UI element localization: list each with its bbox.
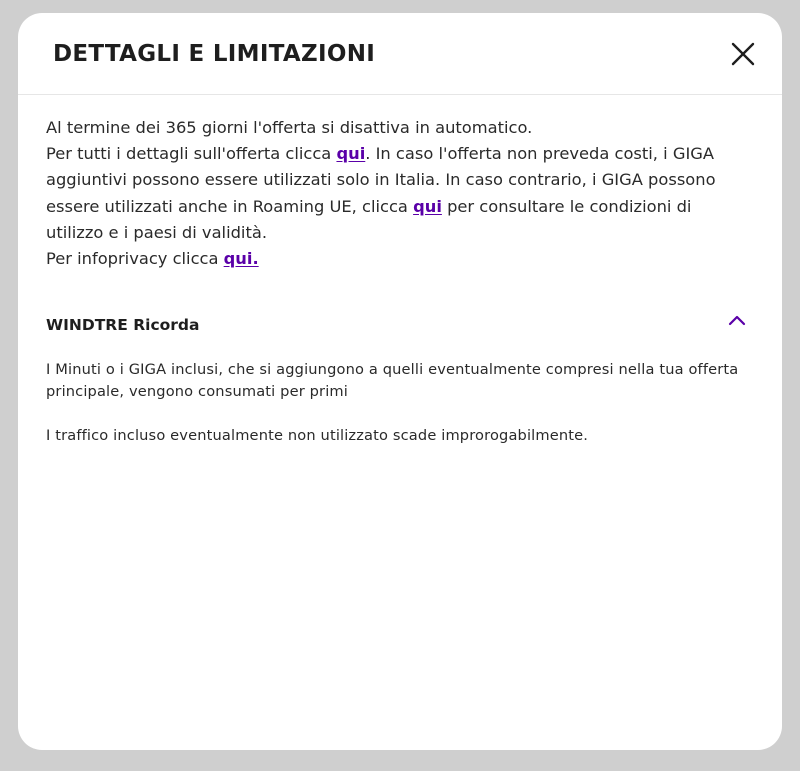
details-line-1: Al termine dei 365 giorni l'offerta si disattiva in automatico. bbox=[46, 118, 533, 137]
details-body bbox=[46, 115, 746, 272]
collapse-toggle-button[interactable] bbox=[726, 310, 748, 330]
close-button[interactable] bbox=[730, 41, 756, 67]
details-paragraph bbox=[46, 115, 746, 272]
details-line-2-middle: . In caso l'offerta non preveda costi, i GIGA aggiuntivi possono essere utilizzati solo in Italia. In caso contrario, i GIGA possono essere utilizzati anche in Roaming UE, clicca bbox=[46, 144, 716, 216]
reminder-item: I traffico incluso eventualmente non utilizzato scade improrogabilmente. bbox=[46, 427, 589, 444]
infoprivacy-link[interactable]: qui. bbox=[223, 249, 259, 269]
details-line-3-start: Per infoprivacy clicca bbox=[46, 249, 224, 269]
reminder-title: WINDTRE Ricorda bbox=[46, 316, 200, 334]
details-dialog bbox=[18, 13, 782, 750]
details-line-2-end: per consultare le condizioni di utilizzo e i paesi di validità. bbox=[46, 196, 692, 242]
roaming-conditions-link[interactable]: qui bbox=[413, 196, 442, 216]
close-icon bbox=[730, 41, 756, 67]
offer-details-link[interactable]: qui bbox=[336, 144, 366, 164]
dialog-header bbox=[18, 13, 782, 95]
chevron-up-icon bbox=[726, 310, 748, 330]
dialog-title: DETTAGLI E LIMITAZIONI bbox=[53, 41, 376, 67]
reminder-item: I Minuti o i GIGA inclusi, che si aggiungono a quelli eventualmente compresi nella tua offerta principale, vengono consumati per primi bbox=[46, 361, 739, 400]
reminder-section-header[interactable] bbox=[46, 310, 752, 340]
details-line-2-start: Per tutti i dettagli sull'offerta clicca bbox=[46, 144, 337, 164]
